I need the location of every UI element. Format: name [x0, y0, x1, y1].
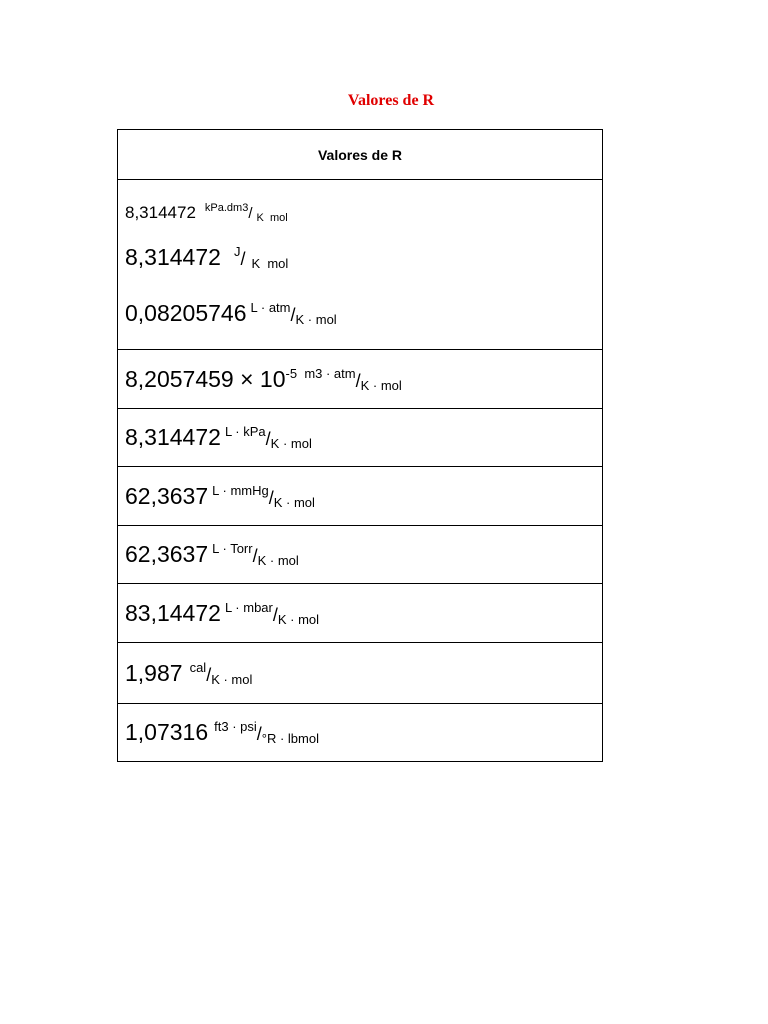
- unit-denominator: K · mol: [211, 671, 253, 687]
- table-header: Valores de R: [118, 130, 603, 180]
- table-row: [118, 409, 603, 467]
- unit-numerator: kPa.dm3: [204, 202, 249, 214]
- unit-numerator: L · atm: [250, 300, 291, 315]
- unit-slash: /: [248, 205, 253, 222]
- table-cell: [118, 350, 603, 409]
- value-number: 1,987: [125, 659, 183, 686]
- unit-numerator: L · kPa: [224, 424, 266, 439]
- unit-slash: /: [355, 370, 361, 391]
- value-number: 0,08205746: [125, 300, 247, 326]
- unit-denominator: K mol: [251, 256, 289, 271]
- unit-denominator: K · mol: [295, 312, 337, 327]
- value-line: [125, 302, 602, 325]
- table-row: [118, 643, 603, 704]
- value-line: [125, 246, 602, 269]
- unit-slash: /: [290, 305, 296, 325]
- table-row: [118, 526, 603, 584]
- table-cell: [118, 526, 603, 584]
- unit-slash: /: [265, 429, 271, 449]
- unit-denominator: K · mol: [277, 611, 320, 627]
- unit-numerator: ft3 · psi: [214, 719, 257, 734]
- unit-denominator: K · mol: [360, 377, 402, 393]
- table-row-group: [118, 180, 603, 350]
- table-cell: [118, 467, 603, 526]
- table-header-row: [118, 130, 603, 180]
- unit-denominator: K mol: [256, 212, 288, 224]
- unit-slash: /: [206, 664, 212, 685]
- unit-denominator: K · mol: [257, 553, 299, 568]
- unit-slash: /: [256, 724, 262, 744]
- value-number: 8,2057459 × 10: [125, 365, 286, 392]
- table-row: [118, 350, 603, 409]
- value-number: 62,3637: [125, 541, 209, 567]
- r-values-table: [117, 129, 603, 762]
- table-cell: [118, 704, 603, 762]
- value-line: [125, 204, 602, 222]
- unit-denominator: K · mol: [273, 494, 315, 510]
- unit-slash: /: [240, 249, 246, 269]
- unit-numerator: L · mmHg: [212, 482, 269, 498]
- table-cell-group: [118, 180, 603, 350]
- value-number: 62,3637: [125, 482, 209, 509]
- value-number: 83,14472: [125, 599, 221, 626]
- value-number: 8,314472: [125, 424, 221, 450]
- unit-numerator: L · Torr: [212, 541, 253, 556]
- value-number: 8,314472: [125, 203, 196, 222]
- unit-numerator: cal: [189, 659, 207, 675]
- value-number: 8,314472: [125, 244, 221, 270]
- document-title: Valores de R: [347, 92, 435, 109]
- table-cell: [118, 409, 603, 467]
- unit-denominator: °R · lbmol: [261, 731, 319, 746]
- table-row: [118, 584, 603, 643]
- table-cell: [118, 584, 603, 643]
- table-row: [118, 704, 603, 762]
- unit-denominator: K · mol: [270, 436, 312, 451]
- unit-numerator: L · mbar: [224, 599, 273, 615]
- unit-numerator: J: [233, 244, 241, 259]
- unit-slash: /: [252, 546, 258, 566]
- unit-slash: /: [268, 487, 274, 508]
- table-row: [118, 467, 603, 526]
- value-number: 1,07316: [125, 719, 209, 745]
- table-cell: [118, 643, 603, 704]
- unit-slash: /: [272, 604, 278, 625]
- unit-numerator: -5 m3 · atm: [285, 365, 356, 381]
